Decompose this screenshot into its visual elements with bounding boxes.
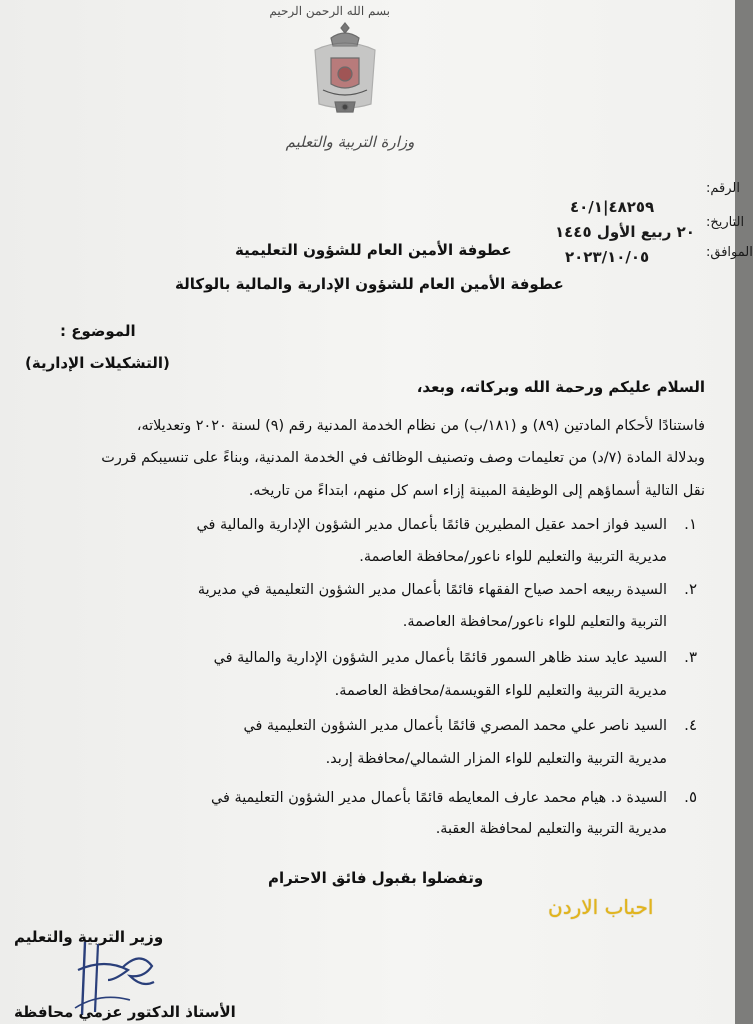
body-line-2: وبدلالة المادة (٧/د) من تعليمات وصف وتصنيف الوظائف في الخدمة المدنية، وبناءً على تنسيبكم قررت: [101, 450, 705, 466]
corresponding-label: الموافق:: [706, 245, 753, 260]
subject-label: الموضوع :: [60, 322, 136, 340]
number-value: ٤٨٢٥٩|٤٠/١: [570, 198, 655, 216]
closing-text: وتفضلوا بقبول فائق الاحترام: [268, 869, 484, 887]
item-1-line-1: السيد فواز احمد عقيل المطيرين قائمًا بأعمال مدير الشؤون الإدارية والمالية في: [196, 517, 667, 533]
item-2-line-1: السيدة ربيعه احمد صياح الفقهاء قائمًا بأعمال مدير الشؤون التعليمية في مديرية: [197, 582, 667, 598]
item-number-4: ٤.: [684, 716, 697, 734]
basmala-text: بسم الله الرحمن الرحيم: [269, 4, 390, 18]
date-value: ٢٠ ربيع الأول ١٤٤٥: [555, 223, 695, 241]
recipient-2: عطوفة الأمين العام للشؤون الإدارية والمالية بالوكالة: [175, 275, 564, 293]
item-number-2: ٢.: [684, 580, 697, 598]
body-line-1: فاستنادًا لأحكام المادتين (٨٩) و (١٨١/ب) من نظام الخدمة المدنية رقم (٩) لسنة ٢٠٢٠ وتعديلاته،: [136, 418, 705, 434]
signature-title: وزير التربية والتعليم: [14, 928, 164, 946]
date-label: التاريخ:: [706, 215, 745, 230]
ministry-title: وزارة التربية والتعليم: [285, 133, 415, 151]
body-line-3: نقل التالية أسماؤهم إلى الوظيفة المبينة إزاء اسم كل منهم، ابتداءً من تاريخه.: [248, 483, 705, 499]
item-4-line-1: السيد ناصر علي محمد المصري قائمًا بأعمال مدير الشؤون التعليمية في: [243, 718, 667, 734]
item-number-5: ٥.: [684, 788, 697, 806]
item-5-line-2: مديرية التربية والتعليم لمحافظة العقبة.: [435, 821, 667, 837]
greeting: السلام عليكم ورحمة الله وبركاته، وبعد،: [416, 378, 705, 396]
item-4-line-2: مديرية التربية والتعليم للواء المزار الشمالي/محافظة إربد.: [325, 751, 667, 767]
signature-name: الأستاذ الدكتور عزمي محافظة: [14, 1003, 236, 1021]
recipient-1: عطوفة الأمين العام للشؤون التعليمية: [235, 241, 512, 259]
item-2-line-2: التربية والتعليم للواء ناعور/محافظة العاصمة.: [402, 614, 667, 630]
overlay-caption: احباب الاردن: [548, 895, 654, 919]
item-5-line-1: السيدة د. هيام محمد عارف المعايطه قائمًا بأعمال مدير الشؤون التعليمية في: [211, 790, 667, 806]
corresponding-value: ٢٠٢٣/١٠/٠٥: [565, 248, 650, 266]
number-label: الرقم:: [706, 181, 740, 196]
item-3-line-2: مديرية التربية والتعليم للواء القويسمة/محافظة العاصمة.: [334, 683, 667, 699]
subject-value: (التشكيلات الإدارية): [25, 354, 170, 372]
item-number-1: ١.: [684, 515, 697, 533]
item-1-line-2: مديرية التربية والتعليم للواء ناعور/محافظة العاصمة.: [359, 549, 667, 565]
item-number-3: ٣.: [684, 648, 697, 666]
jordan-coat-of-arms-icon: [305, 18, 385, 118]
item-3-line-1: السيد عايد سند ظاهر السمور قائمًا بأعمال مدير الشؤون الإدارية والمالية في: [213, 650, 667, 666]
